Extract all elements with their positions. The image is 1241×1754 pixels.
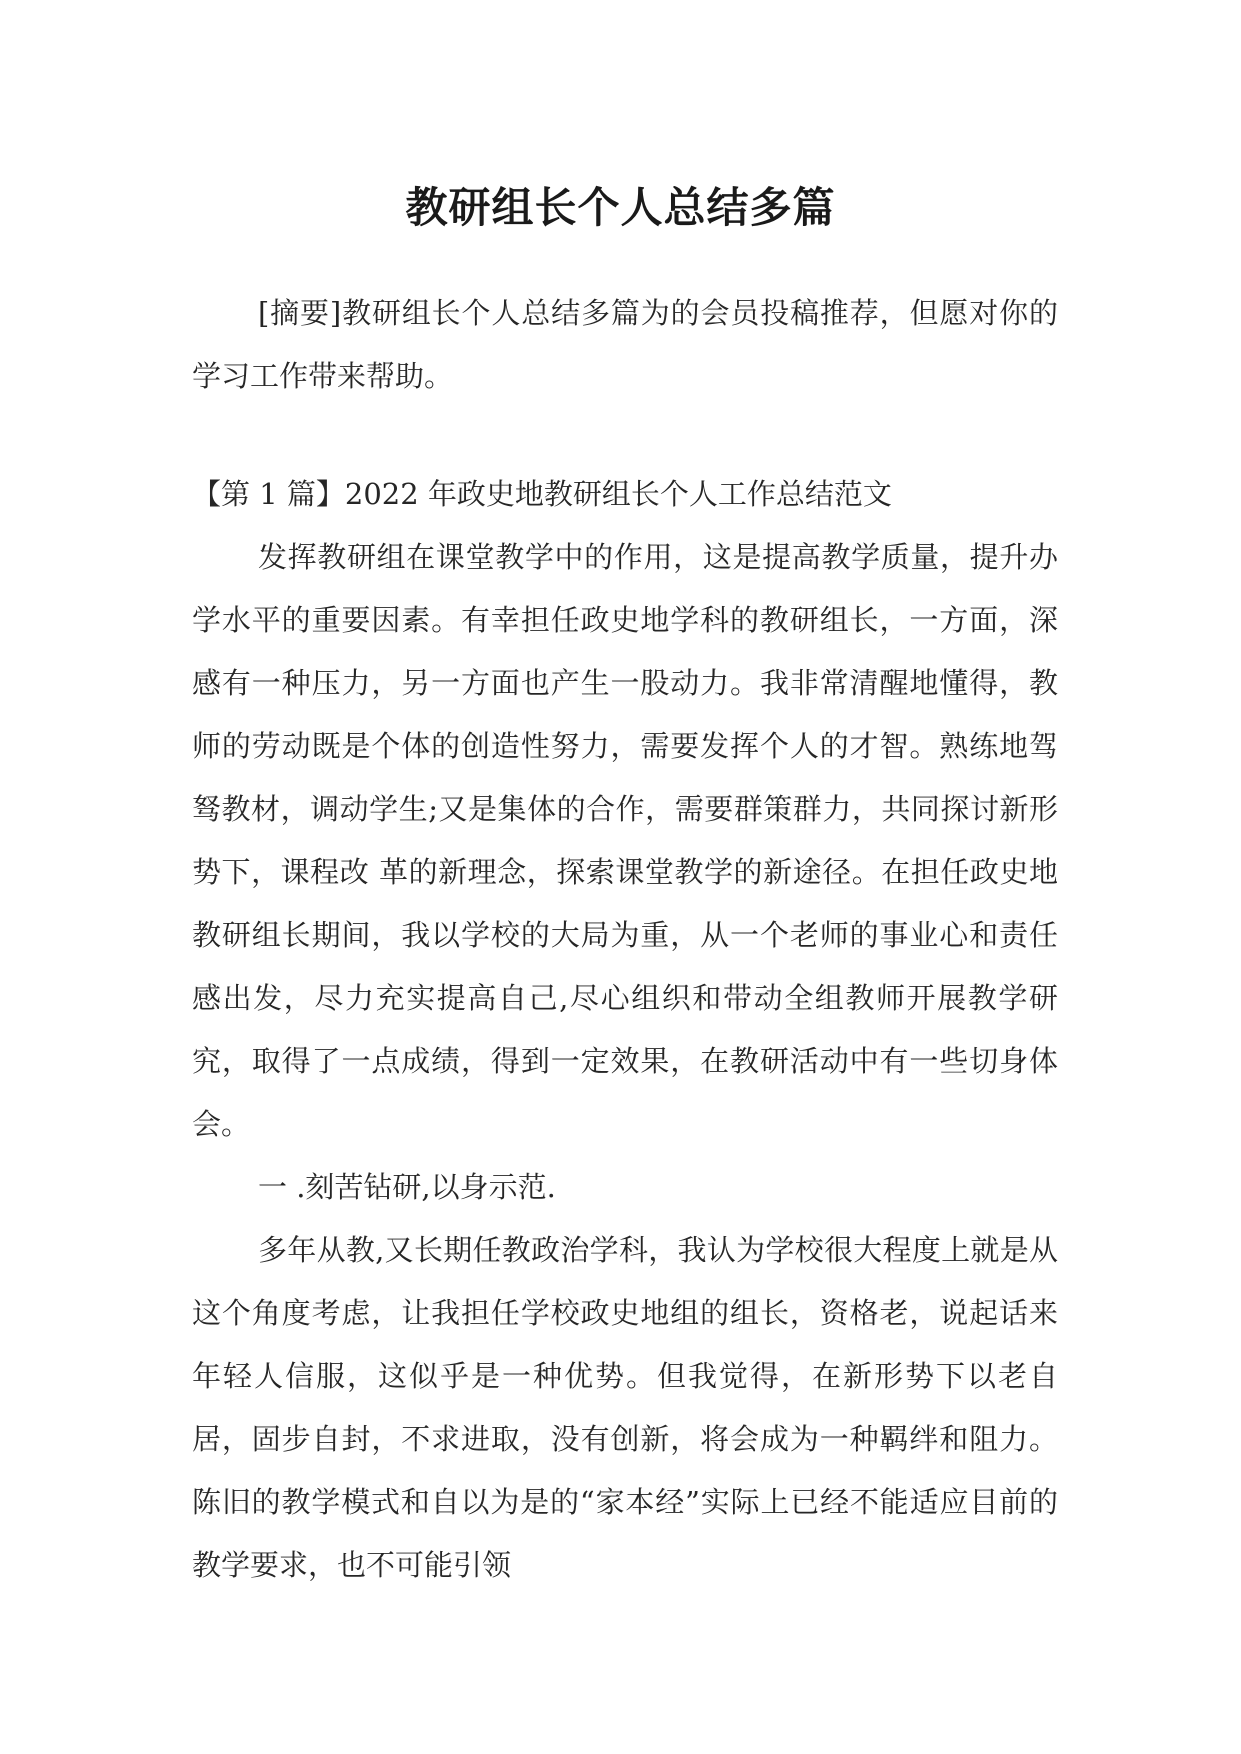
body-paragraph-2: 多年从教,又长期任教政治学科，我认为学校很大程度上就是从这个角度考虑，让我担任学校政史地组的组长，资格老，说起话来年轻人信服，这似乎是一种优势。但我觉得，在新形势下以老自居，固步自封，不求进取，没有创新，将会成为一种羁绊和阻力。陈旧的教学模式和自以为是的“家本经”实际上已经不能适应目前的教学要求，也不可能引领 bbox=[192, 1233, 1058, 1582]
abstract-block bbox=[192, 282, 1058, 408]
article-body bbox=[192, 463, 1058, 1597]
body-paragraph-1: 发挥教研组在课堂教学中的作用，这是提高教学质量，提升办学水平的重要因素。有幸担任政史地学科的教研组长，一方面，深感有一种压力，另一方面也产生一股动力。我非常清醒地懂得，教师的劳动既是个体的创造性努力，需要发挥个人的才智。熟练地驾驽教材，调动学生;又是集体的合作，需要群策群力，共同探讨新形势下，课程改 革的新理念，探索课堂教学的新途径。在担任政史地教研组长期间，我以学校的大局为重，从一个老师的事业心和责任感出发，尽力充实提高自己,尽心组织和带动全组教师开展教学研究，取得了一点成绩，得到一定效果，在教研活动中有一些切身体会。 bbox=[192, 540, 1058, 1141]
document-title: 教研组长个人总结多篇 bbox=[405, 183, 836, 233]
article-heading: 【第 1 篇】2022 年政史地教研组长个人工作总结范文 bbox=[192, 477, 892, 511]
abstract-paragraph: [摘要]教研组长个人总结多篇为的会员投稿推荐，但愿对你的学习工作带来帮助。 bbox=[192, 296, 1058, 393]
section-heading-1: 一 .刻苦钻研,以身示范. bbox=[258, 1170, 556, 1204]
